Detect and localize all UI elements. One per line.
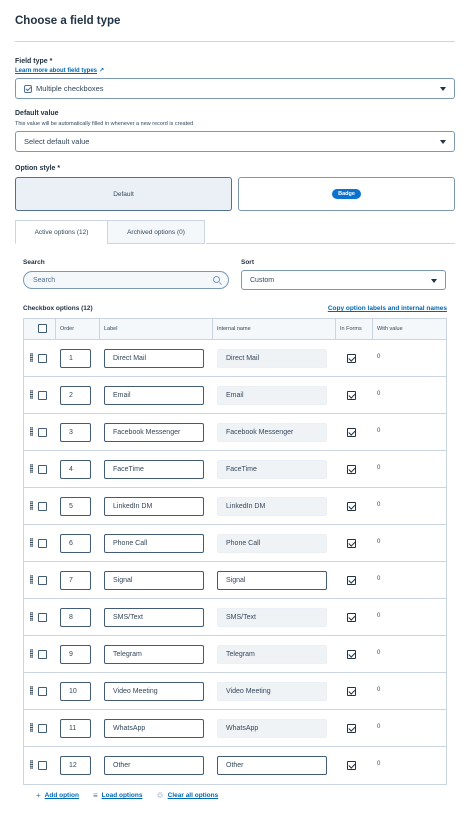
checkbox-icon — [24, 85, 32, 93]
sort-value: Custom — [250, 276, 275, 284]
with-value-count: 0 — [377, 428, 381, 434]
table-row — [24, 747, 446, 784]
internal-name-input: Video Meeting — [217, 682, 327, 701]
with-value-count: 0 — [377, 724, 381, 730]
with-value-count: 0 — [377, 354, 381, 360]
table-row — [24, 414, 446, 451]
label-input[interactable]: Phone Call — [104, 534, 204, 553]
table-row — [24, 673, 446, 710]
label-input[interactable]: Signal — [104, 571, 204, 590]
drag-handle-icon[interactable] — [30, 538, 33, 547]
list-icon: ≡ — [92, 791, 98, 800]
drag-handle-icon[interactable] — [30, 686, 33, 695]
field-type-select[interactable] — [15, 78, 455, 99]
table-row — [24, 525, 446, 562]
internal-name-input: FaceTime — [217, 460, 327, 479]
with-value-count: 0 — [377, 391, 381, 397]
load-options-label: Load options — [101, 792, 143, 799]
row-select-checkbox[interactable] — [38, 687, 47, 696]
in-forms-checkbox[interactable] — [347, 465, 356, 474]
search-label: Search — [23, 259, 45, 266]
label-input[interactable]: Other — [104, 756, 204, 775]
learn-more-link[interactable]: Learn more about field types ↗ — [15, 68, 105, 74]
internal-name-input: WhatsApp — [217, 719, 327, 738]
row-select-checkbox[interactable] — [38, 724, 47, 733]
label-input[interactable]: Facebook Messenger — [104, 423, 204, 442]
internal-name-input[interactable]: Other — [217, 756, 327, 775]
order-input[interactable]: 10 — [60, 682, 91, 701]
field-type-label: Field type * — [15, 58, 53, 65]
drag-handle-icon[interactable] — [30, 427, 33, 436]
default-value-placeholder: Select default value — [24, 137, 90, 146]
page-title: Choose a field type — [15, 15, 121, 27]
plus-icon: + — [36, 791, 41, 800]
internal-name-input: Direct Mail — [217, 349, 327, 368]
order-input[interactable]: 5 — [60, 497, 91, 516]
with-value-count: 0 — [377, 539, 381, 545]
trash-icon: ♲ — [156, 791, 164, 800]
search-icon — [213, 276, 220, 283]
order-input[interactable]: 3 — [60, 423, 91, 442]
options-tabs — [15, 220, 205, 244]
tab-archived-options[interactable]: Archived options (0) — [107, 220, 205, 244]
chevron-down-icon — [431, 279, 437, 283]
options-title: Checkbox options (12) — [23, 305, 93, 312]
row-select-checkbox[interactable] — [38, 428, 47, 437]
order-input[interactable]: 7 — [60, 571, 91, 590]
with-value-count: 0 — [377, 613, 381, 619]
table-row — [24, 377, 446, 414]
row-select-checkbox[interactable] — [38, 354, 47, 363]
header-with-value: With value — [372, 319, 447, 339]
with-value-count: 0 — [377, 650, 381, 656]
order-input[interactable]: 2 — [60, 386, 91, 405]
table-row — [24, 562, 446, 599]
order-input[interactable]: 9 — [60, 645, 91, 664]
option-style-default[interactable] — [15, 177, 232, 211]
sort-select[interactable] — [241, 270, 446, 290]
order-input[interactable]: 11 — [60, 719, 91, 738]
badge-preview: Badge — [332, 189, 361, 199]
header-in-forms: In Forms — [335, 319, 372, 339]
row-select-checkbox[interactable] — [38, 539, 47, 548]
header-internal-name: Internal name — [212, 319, 335, 339]
in-forms-checkbox[interactable] — [347, 613, 356, 622]
with-value-count: 0 — [377, 576, 381, 582]
clear-all-button[interactable] — [156, 791, 218, 800]
order-input[interactable]: 6 — [60, 534, 91, 553]
option-style-default-label: Default — [113, 190, 134, 198]
with-value-count: 0 — [377, 465, 381, 471]
header-label: Label — [99, 319, 212, 339]
in-forms-checkbox[interactable] — [347, 687, 356, 696]
internal-name-input: Phone Call — [217, 534, 327, 553]
in-forms-checkbox[interactable] — [347, 428, 356, 437]
order-input[interactable]: 12 — [60, 756, 91, 775]
drag-handle-icon[interactable] — [30, 612, 33, 621]
label-input[interactable]: WhatsApp — [104, 719, 204, 738]
select-all-checkbox[interactable] — [38, 324, 47, 333]
drag-handle-icon[interactable] — [30, 464, 33, 473]
table-row — [24, 340, 446, 377]
in-forms-checkbox[interactable] — [347, 502, 356, 511]
clear-all-label: Clear all options — [167, 792, 219, 799]
copy-labels-link[interactable]: Copy option labels and internal names — [327, 305, 447, 312]
option-style-badge[interactable] — [238, 177, 455, 211]
header-order: Order — [55, 319, 99, 339]
internal-name-input: Telegram — [217, 645, 327, 664]
chevron-down-icon — [440, 140, 446, 144]
drag-handle-icon[interactable] — [30, 575, 33, 584]
internal-name-input[interactable]: Signal — [217, 571, 327, 590]
option-style-label: Option style * — [15, 165, 61, 172]
in-forms-checkbox[interactable] — [347, 539, 356, 548]
internal-name-input: Email — [217, 386, 327, 405]
row-select-checkbox[interactable] — [38, 761, 47, 770]
row-select-checkbox[interactable] — [38, 391, 47, 400]
drag-handle-icon[interactable] — [30, 390, 33, 399]
sort-label: Sort — [241, 259, 254, 266]
in-forms-checkbox[interactable] — [347, 724, 356, 733]
field-type-value: Multiple checkboxes — [36, 84, 104, 93]
default-value-help: This value will be automatically filled in whenever a new record is created — [15, 121, 194, 127]
load-options-button[interactable] — [93, 791, 142, 800]
label-input[interactable]: FaceTime — [104, 460, 204, 479]
table-header — [24, 319, 446, 340]
table-row — [24, 599, 446, 636]
row-select-checkbox[interactable] — [38, 502, 47, 511]
tab-active-options[interactable]: Active options (12) — [15, 220, 108, 244]
internal-name-input: Facebook Messenger — [217, 423, 327, 442]
label-input[interactable]: Telegram — [104, 645, 204, 664]
table-row — [24, 710, 446, 747]
search-input[interactable] — [23, 271, 229, 289]
in-forms-checkbox[interactable] — [347, 354, 356, 363]
label-input[interactable]: Email — [104, 386, 204, 405]
row-select-checkbox[interactable] — [38, 465, 47, 474]
with-value-count: 0 — [377, 761, 381, 767]
drag-handle-icon[interactable] — [30, 501, 33, 510]
row-select-checkbox[interactable] — [38, 576, 47, 585]
row-select-checkbox[interactable] — [38, 613, 47, 622]
label-input[interactable]: SMS/Text — [104, 608, 204, 627]
order-input[interactable]: 1 — [60, 349, 91, 368]
table-row — [24, 488, 446, 525]
in-forms-checkbox[interactable] — [347, 391, 356, 400]
options-table — [23, 318, 447, 785]
search-placeholder: Search — [33, 276, 56, 284]
label-input[interactable]: LinkedIn DM — [104, 497, 204, 516]
tabs-divider — [206, 243, 455, 244]
footer-actions — [36, 791, 218, 800]
drag-handle-icon[interactable] — [30, 353, 33, 362]
order-input[interactable]: 4 — [60, 460, 91, 479]
label-input[interactable]: Video Meeting — [104, 682, 204, 701]
in-forms-checkbox[interactable] — [347, 761, 356, 770]
drag-handle-icon[interactable] — [30, 723, 33, 732]
internal-name-input: LinkedIn DM — [217, 497, 327, 516]
table-body — [24, 340, 446, 784]
external-link-icon: ↗ — [99, 68, 105, 74]
title-divider — [15, 41, 455, 42]
in-forms-checkbox[interactable] — [347, 650, 356, 659]
add-option-button[interactable] — [36, 791, 79, 800]
table-row — [24, 636, 446, 673]
internal-name-input: SMS/Text — [217, 608, 327, 627]
order-input[interactable]: 8 — [60, 608, 91, 627]
default-value-label: Default value — [15, 110, 59, 117]
add-option-label: Add option — [44, 792, 79, 799]
with-value-count: 0 — [377, 502, 381, 508]
label-input[interactable]: Direct Mail — [104, 349, 204, 368]
table-row — [24, 451, 446, 488]
with-value-count: 0 — [377, 687, 381, 693]
drag-handle-icon[interactable] — [30, 649, 33, 658]
default-value-select[interactable] — [15, 131, 455, 152]
drag-handle-icon[interactable] — [30, 760, 33, 769]
chevron-down-icon — [440, 87, 446, 91]
row-select-checkbox[interactable] — [38, 650, 47, 659]
in-forms-checkbox[interactable] — [347, 576, 356, 585]
